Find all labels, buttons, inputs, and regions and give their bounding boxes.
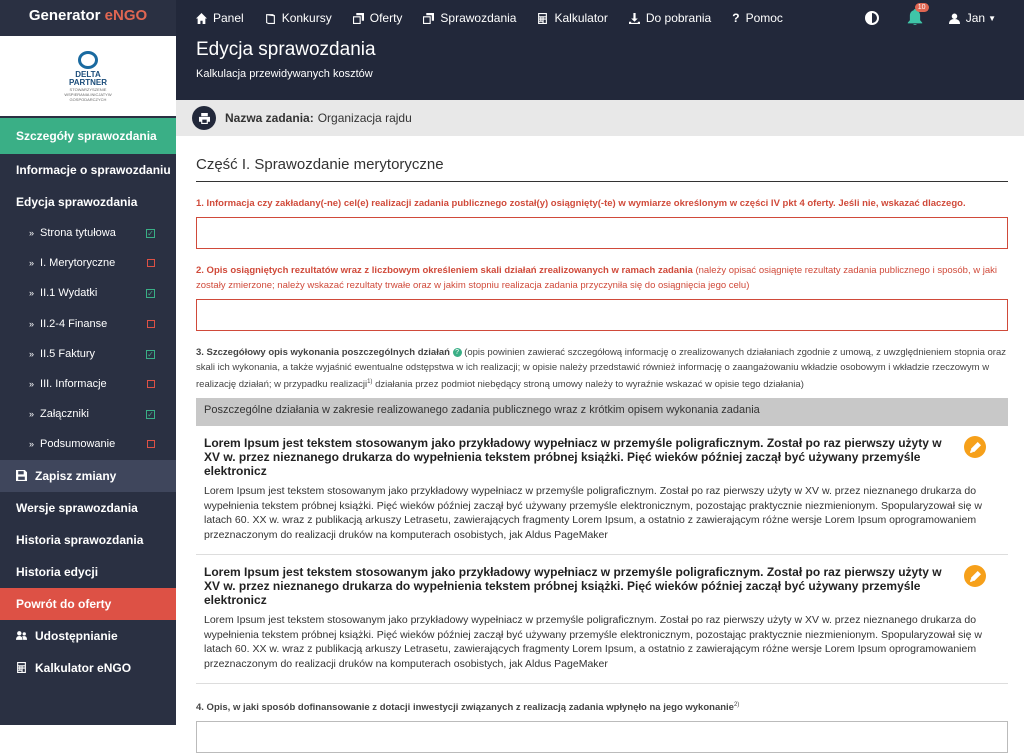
sidebar-subitem[interactable]	[0, 429, 176, 459]
user-name: Jan	[965, 11, 986, 25]
sidebar-subitem[interactable]	[0, 309, 176, 339]
nav-sprawozdania-label: Sprawozdania	[440, 11, 517, 25]
chevron-right-icon: »	[29, 288, 35, 299]
question-icon: ?	[732, 11, 740, 25]
question-3-footnote: 1)	[367, 379, 373, 385]
nav-konkursy-label: Konkursy	[281, 11, 332, 25]
sidebar-subitem-label: II.1 Wydatki	[40, 287, 98, 300]
sidebar-subitem-label: Załączniki	[40, 408, 89, 421]
partner-logo	[0, 36, 176, 116]
sidebar-subitem-label: III. Informacje	[40, 378, 107, 391]
sidebar-subitem[interactable]	[0, 369, 176, 399]
edit-entry-button[interactable]	[964, 565, 986, 587]
notifications-button[interactable]	[907, 4, 926, 27]
book-icon	[265, 13, 276, 24]
nav-kalkulator-label: Kalkulator	[554, 11, 608, 25]
question-1-text: 1. Informacja czy zakładany(-ne) cel(e) realizacji zadania publicznego został(y) osiągnięty(-te) w wymiarze określonym w części IV pkt 4 oferty. Jeśli nie, wskazać dlaczego.	[196, 198, 966, 209]
brand-logo[interactable]	[0, 0, 176, 36]
sidebar-item-edit[interactable]: Edycja sprawozdania	[16, 195, 138, 209]
checked-box-icon: ✓	[147, 349, 154, 359]
question-2-field[interactable]	[196, 299, 1008, 331]
floppy-icon	[16, 470, 27, 481]
sidebar-item-info[interactable]: Informacje o sprawozdaniu	[16, 163, 171, 177]
partner-logo-title1: DELTA	[75, 69, 101, 79]
caret-down-icon: ▼	[988, 13, 996, 23]
chevron-right-icon: »	[29, 258, 35, 269]
sidebar-item-calculator[interactable]	[0, 652, 176, 684]
question-3-bold: 3. Szczegółowy opis wykonania poszczególnych działań	[196, 347, 450, 358]
nav-do-pobrania-label: Do pobrania	[645, 11, 712, 25]
sidebar-item-versions[interactable]: Wersje sprawozdania	[16, 500, 138, 515]
question-4-text: 4. Opis, w jaki sposób dofinansowanie z dotacji inwestycji związanych z realizacją zadania wpłynęło na jego wykonanie	[196, 702, 734, 714]
chevron-right-icon: »	[29, 348, 35, 359]
nav-do-pobrania[interactable]	[629, 11, 711, 25]
empty-box-icon	[147, 259, 155, 267]
chevron-right-icon: »	[29, 409, 35, 420]
action-entry-title: Lorem Ipsum jest tekstem stosowanym jako przykładowy wypełniacz w przemyśle poligraficznym. Został po raz pierwszy użyty w XV w. przez nieznanego drukarza do wypełnienia tekstem próbnej książki. Pięć wieków później zaczął być używany przemyśle elektronicz	[204, 565, 942, 608]
question-3-hint-b: działania przez podmiot niebędący stroną umowy należy to wyraźnie wskazać w opisie tego działania)	[372, 379, 804, 391]
sidebar-item-edit-history[interactable]: Historia edycji	[16, 564, 99, 579]
question-3-hint-a: (opis powinien zawierać szczegółową informację o zrealizowanych działaniach zgodnie z umową, z uwzględnieniem stopnia oraz skali ich wykonania, a także wyjaśnić ewentualne odstępstwa w ich realizacji; w opisie należy przedstawić również informację o zaangażowaniu wkładzie osobowym i wkładzie rzeczowym w realizację działań; w przypadku realizacji	[196, 347, 1006, 391]
actions-table-header: Poszczególne działania w zakresie realizowanego zadania publicznego wraz z krótkim opisem wykonania zadania	[196, 398, 1008, 426]
back-to-offer-button[interactable]: Powrót do oferty	[0, 588, 176, 620]
nav-oferty[interactable]	[353, 11, 403, 25]
contrast-icon[interactable]	[865, 11, 879, 25]
brand-name: Generator	[28, 7, 105, 24]
empty-box-icon	[147, 380, 155, 388]
brand-accent: eNGO	[104, 7, 148, 24]
checked-box-icon: ✓	[147, 229, 154, 238]
save-label: Zapisz zmiany	[35, 468, 117, 483]
user-menu[interactable]	[949, 11, 996, 25]
action-entry	[196, 555, 1008, 684]
calculator-icon	[537, 13, 548, 24]
action-entry	[196, 426, 1008, 555]
nav-panel-label: Panel	[213, 11, 244, 25]
help-icon[interactable]: ?	[453, 348, 462, 357]
chevron-right-icon: »	[29, 379, 35, 390]
copy-icon	[353, 13, 364, 24]
question-1-field[interactable]	[196, 217, 1008, 249]
main-nav	[196, 0, 804, 36]
chevron-right-icon: »	[29, 439, 35, 450]
sidebar-subitem-label: Podsumowanie	[40, 438, 116, 451]
sidebar-subitem-label: I. Merytoryczne	[40, 257, 116, 270]
task-name-label: Nazwa zadania:	[225, 111, 314, 125]
question-1-label	[196, 196, 1008, 211]
print-button[interactable]	[192, 106, 216, 130]
action-entry-body: Lorem Ipsum jest tekstem stosowanym jako przykładowy wypełniacz w przemyśle poligraficznym. Został po raz pierwszy użyty w XV w. przez nieznanego drukarza do wypełnienia tekstem próbnej książki. Pięć wieków później zaczął być używany przemyśle elektronicznym, pozostając praktycznie niezmienionym. Spopularyzował się w latach 60. XX w. wraz z publikacją arkuszy Letrasetu, zawierających fragmenty Lorem Ipsum, a ostatnio z zawierającym różne wersje Lorem Ipsum oprogramowaniem przeznaczonym do realizacji druków na komputerach osobistych, jak Aldus PageMaker	[204, 614, 982, 670]
nav-kalkulator[interactable]	[537, 11, 607, 25]
page-subtitle: Kalkulacja przewidywanych kosztów	[196, 68, 373, 80]
empty-box-icon	[147, 440, 155, 448]
chevron-right-icon: »	[29, 228, 35, 239]
sidebar-subitem[interactable]	[0, 399, 176, 429]
edit-entry-button[interactable]	[964, 436, 986, 458]
user-icon	[949, 13, 960, 24]
sidebar-subitem-label: Strona tytułowa	[40, 227, 116, 240]
users-icon	[16, 630, 27, 641]
nav-pomoc-label: Pomoc	[745, 11, 783, 25]
section-title: Część I. Sprawozdanie merytoryczne	[196, 136, 1008, 182]
sidebar-subitem[interactable]	[0, 278, 176, 308]
copy-icon	[423, 13, 434, 24]
nav-oferty-label: Oferty	[369, 11, 403, 25]
save-button[interactable]	[0, 460, 176, 492]
sidebar-item-details[interactable]: Szczegóły sprawozdania	[0, 118, 176, 154]
sidebar-subitem-label: II.2-4 Finanse	[40, 317, 108, 330]
question-2-label	[196, 263, 1008, 293]
form-content	[176, 136, 1024, 753]
sidebar-subitems	[0, 218, 176, 460]
sidebar-subitem[interactable]	[0, 339, 176, 369]
sidebar-item-history[interactable]: Historia sprawozdania	[16, 532, 144, 547]
empty-box-icon	[147, 320, 155, 328]
page-header	[176, 36, 1024, 100]
top-right-tools	[865, 0, 1024, 36]
sidebar-subitem-label: II.5 Faktury	[40, 347, 96, 360]
pencil-icon	[970, 442, 981, 453]
action-entry-body: Lorem Ipsum jest tekstem stosowanym jako przykładowy wypełniacz w przemyśle poligraficznym. Został po raz pierwszy użyty w XV w. przez nieznanego drukarza do wypełnienia tekstem próbnej książki. Pięć wieków później zaczął być używany przemyśle elektronicznym, pozostając praktycznie niezmienionym. Spopularyzował się w latach 60. XX w. wraz z publikacją arkuszy Letrasetu, zawierających fragmenty Lorem Ipsum, a ostatnio z zawierającym różne wersje Lorem Ipsum oprogramowaniem przeznaczonym do realizacji druków na komputerach osobistych, jak Aldus PageMaker	[204, 485, 982, 541]
question-4-footnote: 2)	[733, 702, 740, 709]
partner-logo-mark	[78, 51, 98, 69]
calculator-icon	[16, 662, 27, 673]
nav-pomoc[interactable]	[732, 11, 783, 25]
partner-logo-subtitle: STOWARZYSZENIE WSPIERANIA INICJATYW GOSPODARCZYCH	[64, 86, 112, 102]
sidebar-subitem[interactable]	[0, 248, 176, 278]
question-2-bold: 2. Opis osiągniętych rezultatów wraz z liczbowym określeniem skali działań zrealizowanych w ramach zadania	[196, 265, 693, 276]
download-icon	[629, 13, 640, 24]
sidebar	[0, 36, 176, 725]
print-icon	[199, 113, 210, 124]
actions-list	[196, 426, 1008, 684]
task-name-value: Organizacja rajdu	[317, 111, 412, 125]
question-3-label	[196, 345, 1008, 392]
calculator-label: Kalkulator eNGO	[35, 660, 132, 675]
notification-count-badge: 10	[915, 3, 929, 12]
question-2-hint: (należy opisać osiągnięte rezultaty zadania publicznego i sposób, w jaki zostały zmierzone; należy wskazać rezultaty trwałe oraz w jakim stopniu realizacja zadania przyczyniła się do osiągnięcia jego celu)	[196, 265, 997, 291]
nav-sprawozdania[interactable]	[423, 11, 516, 25]
task-name-bar	[176, 100, 1024, 136]
sidebar-subitem[interactable]	[0, 218, 176, 248]
checked-box-icon: ✓	[147, 410, 154, 420]
nav-panel[interactable]	[196, 11, 244, 25]
pencil-icon	[970, 571, 981, 582]
sidebar-item-share[interactable]	[0, 620, 176, 652]
action-entry-title: Lorem Ipsum jest tekstem stosowanym jako przykładowy wypełniacz w przemyśle poligraficznym. Został po raz pierwszy użyty w XV w. przez nieznanego drukarza do wypełnienia tekstem próbnej książki. Pięć wieków później zaczął być używany przemyśle elektronicz	[204, 436, 942, 479]
top-bar	[0, 0, 1024, 36]
checked-box-icon: ✓	[147, 289, 154, 299]
question-4-field[interactable]	[196, 721, 1008, 753]
nav-konkursy[interactable]	[265, 11, 332, 25]
chevron-right-icon: »	[29, 318, 35, 329]
home-icon	[196, 13, 207, 24]
partner-logo-title2: PARTNER	[68, 77, 108, 87]
main-content	[176, 36, 1024, 725]
question-4-label	[196, 698, 1008, 715]
share-label: Udostępnianie	[35, 628, 118, 643]
page-title: Edycja sprawozdania	[196, 39, 376, 60]
